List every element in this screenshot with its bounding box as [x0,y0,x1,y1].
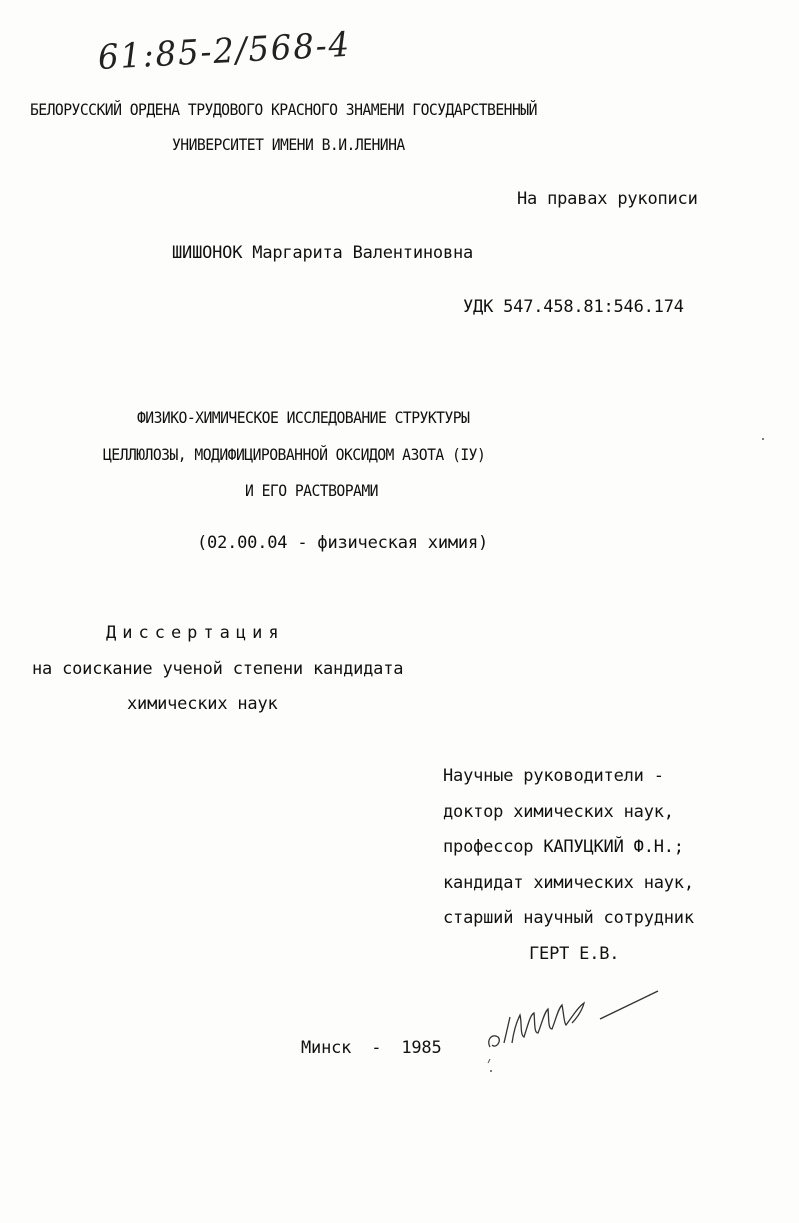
supervisors-line-3: профессор КАПУЦКИЙ Ф.Н.; [443,837,684,857]
supervisors-line-2: доктор химических наук, [443,802,674,822]
handwritten-archive-number: 61:85-2/568-4 [96,24,352,78]
title-line-2: ЦЕЛЛЮЛОЗЫ, МОДИФИЦИРОВАННОЙ ОКСИДОМ АЗОТА (IУ) [103,445,486,464]
supervisors-line-1: Научные руководители - [443,766,664,786]
paper-speck [490,1070,492,1072]
city-year: Минск - 1985 [301,1038,442,1058]
paper-speck [762,438,764,440]
title-line-1: ФИЗИКО-ХИМИЧЕСКОЕ ИССЛЕДОВАНИЕ СТРУКТУРЫ [137,408,470,427]
signature-mark [480,985,670,1065]
title-line-3: И ЕГО РАСТВОРАМИ [245,481,378,500]
author-name: ШИШОНОК Маргарита Валентиновна [172,243,474,263]
udk-code: УДК 547.458.81:546.174 [463,297,684,317]
supervisors-line-4: кандидат химических наук, [443,873,694,893]
dissertation-heading: Диссертация [106,623,285,643]
supervisors-line-5: старший научный сотрудник [443,908,694,928]
degree-line-2: химических наук [127,694,278,714]
institution-line-2: УНИВЕРСИТЕТ ИМЕНИ В.И.ЛЕНИНА [172,135,405,154]
specialty-code: (02.00.04 - физическая химия) [197,533,489,553]
supervisors-line-6: ГЕРТ Е.В. [529,944,620,964]
rights-note: На правах рукописи [517,189,698,209]
degree-line-1: на соискание ученой степени кандидата [32,659,404,679]
institution-line-1: БЕЛОРУССКИЙ ОРДЕНА ТРУДОВОГО КРАСНОГО ЗНАМЕНИ ГОСУДАРСТВЕННЫЙ [30,100,537,119]
